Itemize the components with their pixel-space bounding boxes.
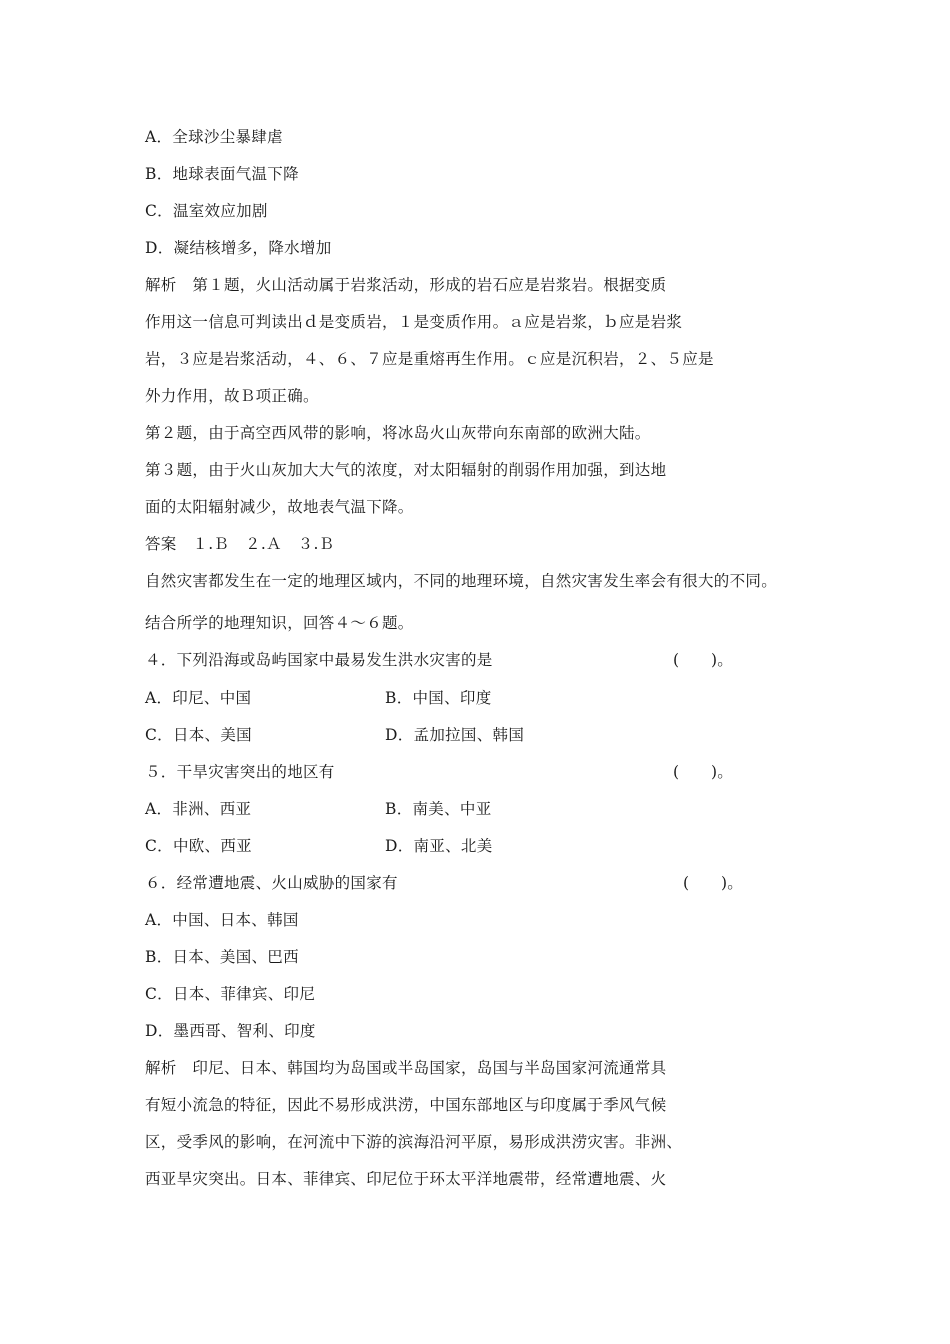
answer-line: 答案 １.Ｂ ２.Ａ ３.Ｂ xyxy=(145,535,335,553)
analysis-line: 外力作用，故Ｂ项正确。 xyxy=(145,387,319,405)
option-a: A．印尼、中国 xyxy=(145,689,252,707)
analysis-line: 有短小流急的特征，因此不易形成洪涝，中国东部地区与印度属于季风气候 xyxy=(145,1096,667,1114)
analysis-line: 解析 第１题，火山活动属于岩浆活动，形成的岩石应是岩浆岩。根据变质 xyxy=(145,276,667,294)
analysis-line: 区，受季风的影响，在河流中下游的滨海沿河平原，易形成洪涝灾害。非洲、 xyxy=(145,1133,683,1151)
option-c: C．中欧、西亚 xyxy=(145,837,252,855)
option-b: B．日本、美国、巴西 xyxy=(145,948,299,966)
analysis-line: 第３题，由于火山灰加大大气的浓度，对太阳辐射的削弱作用加强，到达地 xyxy=(145,461,667,479)
option-a: A．非洲、西亚 xyxy=(145,800,252,818)
option-c: C．日本、菲律宾、印尼 xyxy=(145,985,316,1003)
question-6-stem: ６．经常遭地震、火山威胁的国家有 xyxy=(145,874,398,892)
option-c: C．日本、美国 xyxy=(145,726,252,744)
question-4-stem: ４．下列沿海或岛屿国家中最易发生洪水灾害的是 xyxy=(145,651,493,669)
option-d: D．凝结核增多，降水增加 xyxy=(145,239,332,257)
option-a: A．中国、日本、韩国 xyxy=(145,911,299,929)
analysis-line: 面的太阳辐射减少，故地表气温下降。 xyxy=(145,498,414,516)
analysis-line: 解析 印尼、日本、韩国均为岛国或半岛国家，岛国与半岛国家河流通常具 xyxy=(145,1059,667,1077)
analysis-line: 岩，３应是岩浆活动，４、６、７应是重熔再生作用。ｃ应是沉积岩，２、５应是 xyxy=(145,350,714,368)
option-b: B．南美、中亚 xyxy=(385,800,492,818)
answer-blank: ( )。 xyxy=(673,763,734,781)
option-d: D．南亚、北美 xyxy=(385,837,493,855)
option-b: B．地球表面气温下降 xyxy=(145,165,299,183)
option-b: B．中国、印度 xyxy=(385,689,492,707)
option-a: A．全球沙尘暴肆虐 xyxy=(145,128,283,146)
intro-line: 自然灾害都发生在一定的地理区域内，不同的地理环境，自然灾害发生率会有很大的不同。 xyxy=(145,572,778,590)
answer-blank: ( )。 xyxy=(673,651,734,669)
option-d: D．孟加拉国、韩国 xyxy=(385,726,525,744)
analysis-line: 作用这一信息可判读出ｄ是变质岩，１是变质作用。ａ应是岩浆，ｂ应是岩浆 xyxy=(145,313,683,331)
answer-blank: ( )。 xyxy=(683,874,744,892)
analysis-line: 西亚旱灾突出。日本、菲律宾、印尼位于环太平洋地震带，经常遭地震、火 xyxy=(145,1170,667,1188)
option-d: D．墨西哥、智利、印度 xyxy=(145,1022,316,1040)
intro-line: 结合所学的地理知识，回答４～６题。 xyxy=(145,614,414,632)
option-c: C．温室效应加剧 xyxy=(145,202,268,220)
analysis-line: 第２题，由于高空西风带的影响，将冰岛火山灰带向东南部的欧洲大陆。 xyxy=(145,424,651,442)
question-5-stem: ５．干旱灾害突出的地区有 xyxy=(145,763,335,781)
